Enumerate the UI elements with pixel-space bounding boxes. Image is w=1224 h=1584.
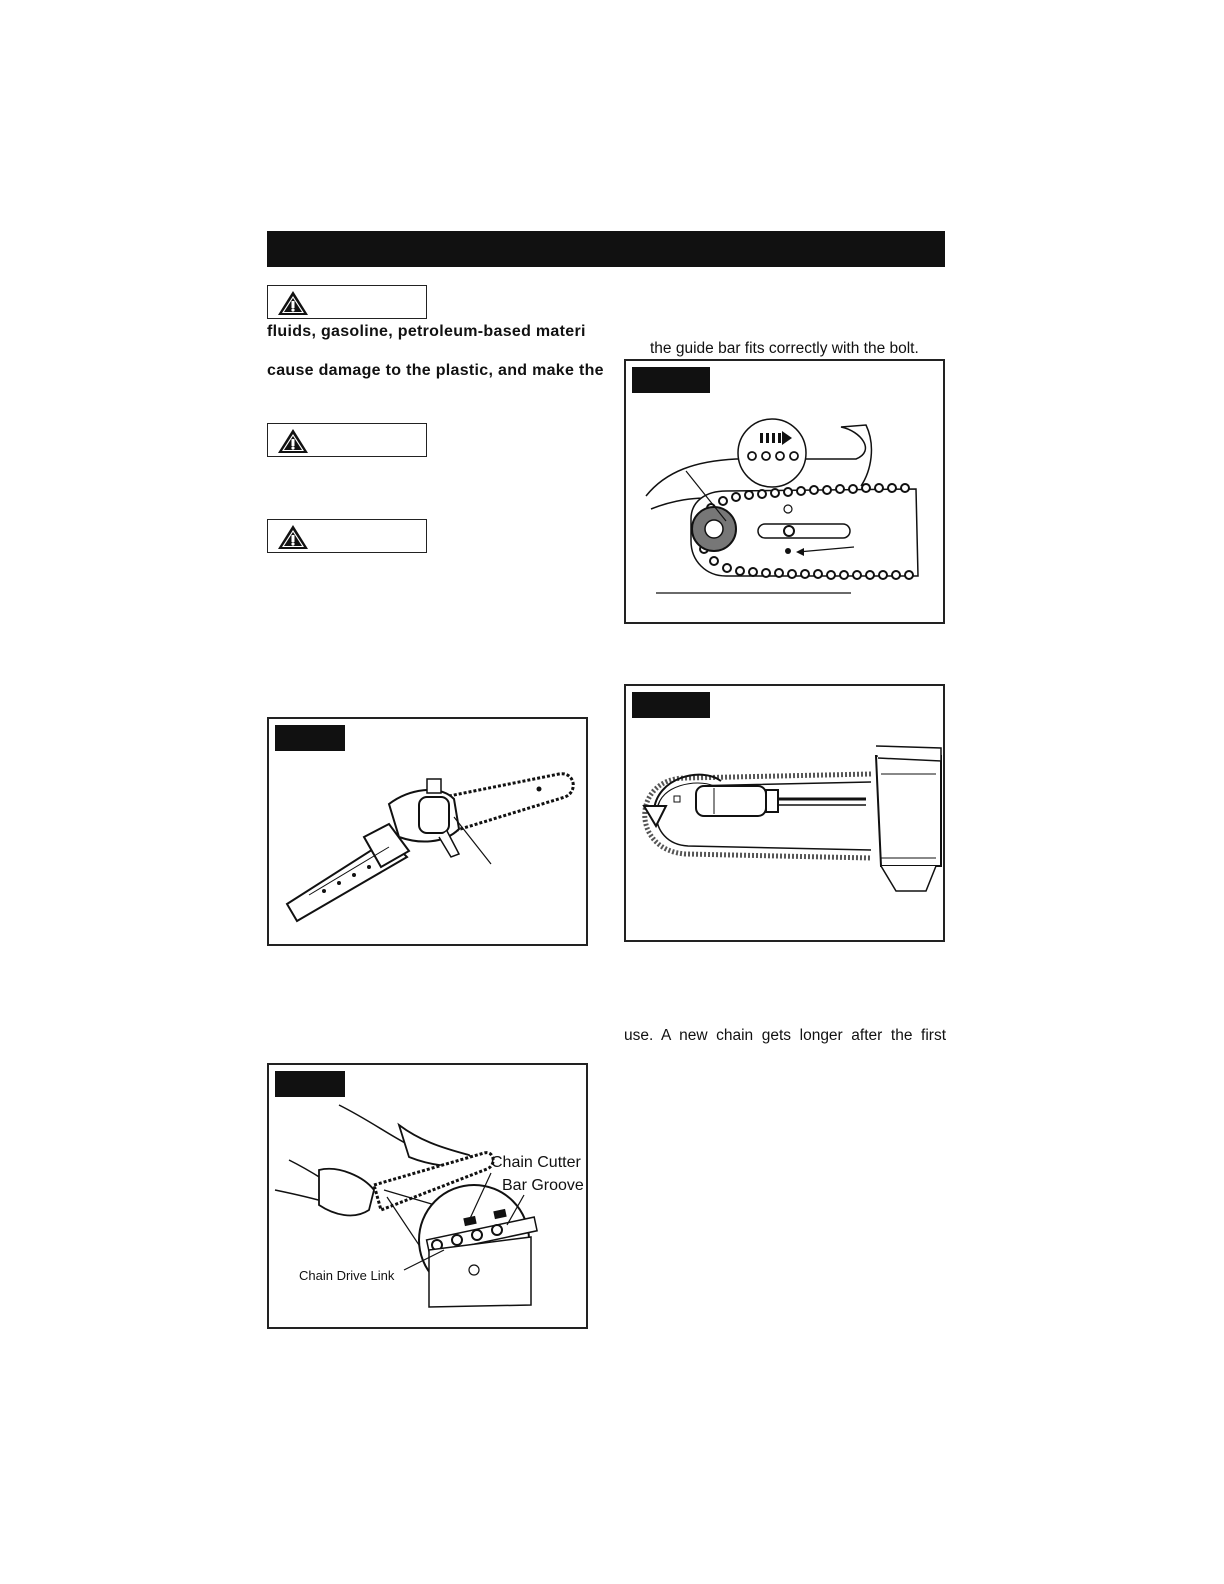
instruction-text-line: the guide bar fits correctly with the bolt. <box>650 340 919 357</box>
figure-pole-saw-head <box>267 717 588 946</box>
warning-text-line: cause damage to the plastic, and make the <box>267 362 604 379</box>
section-header-bar <box>267 231 945 267</box>
warning-box <box>267 285 427 319</box>
chain-installation-illustration <box>269 1065 588 1329</box>
warning-triangle-icon <box>276 427 310 455</box>
callout-chain-cutter: Chain Cutter <box>491 1154 581 1171</box>
warning-text-line: fluids, gasoline, petroleum-based materi <box>267 323 586 340</box>
warning-box <box>267 519 427 553</box>
callout-bar-groove: Bar Groove <box>502 1177 584 1194</box>
instruction-text-line: use. A new chain gets longer after the first <box>624 1027 946 1044</box>
warning-triangle-icon <box>276 289 310 317</box>
guide-bar-sprocket-illustration <box>626 361 945 624</box>
bar-chain-tension-illustration <box>626 686 945 942</box>
warning-box <box>267 423 427 457</box>
figure-guide-bar-sprocket <box>624 359 945 624</box>
figure-chain-installation <box>267 1063 588 1329</box>
warning-triangle-icon <box>276 523 310 551</box>
figure-bar-chain-tension <box>624 684 945 942</box>
callout-chain-drive-link: Chain Drive Link <box>299 1268 395 1283</box>
pole-saw-head-illustration <box>269 719 588 946</box>
